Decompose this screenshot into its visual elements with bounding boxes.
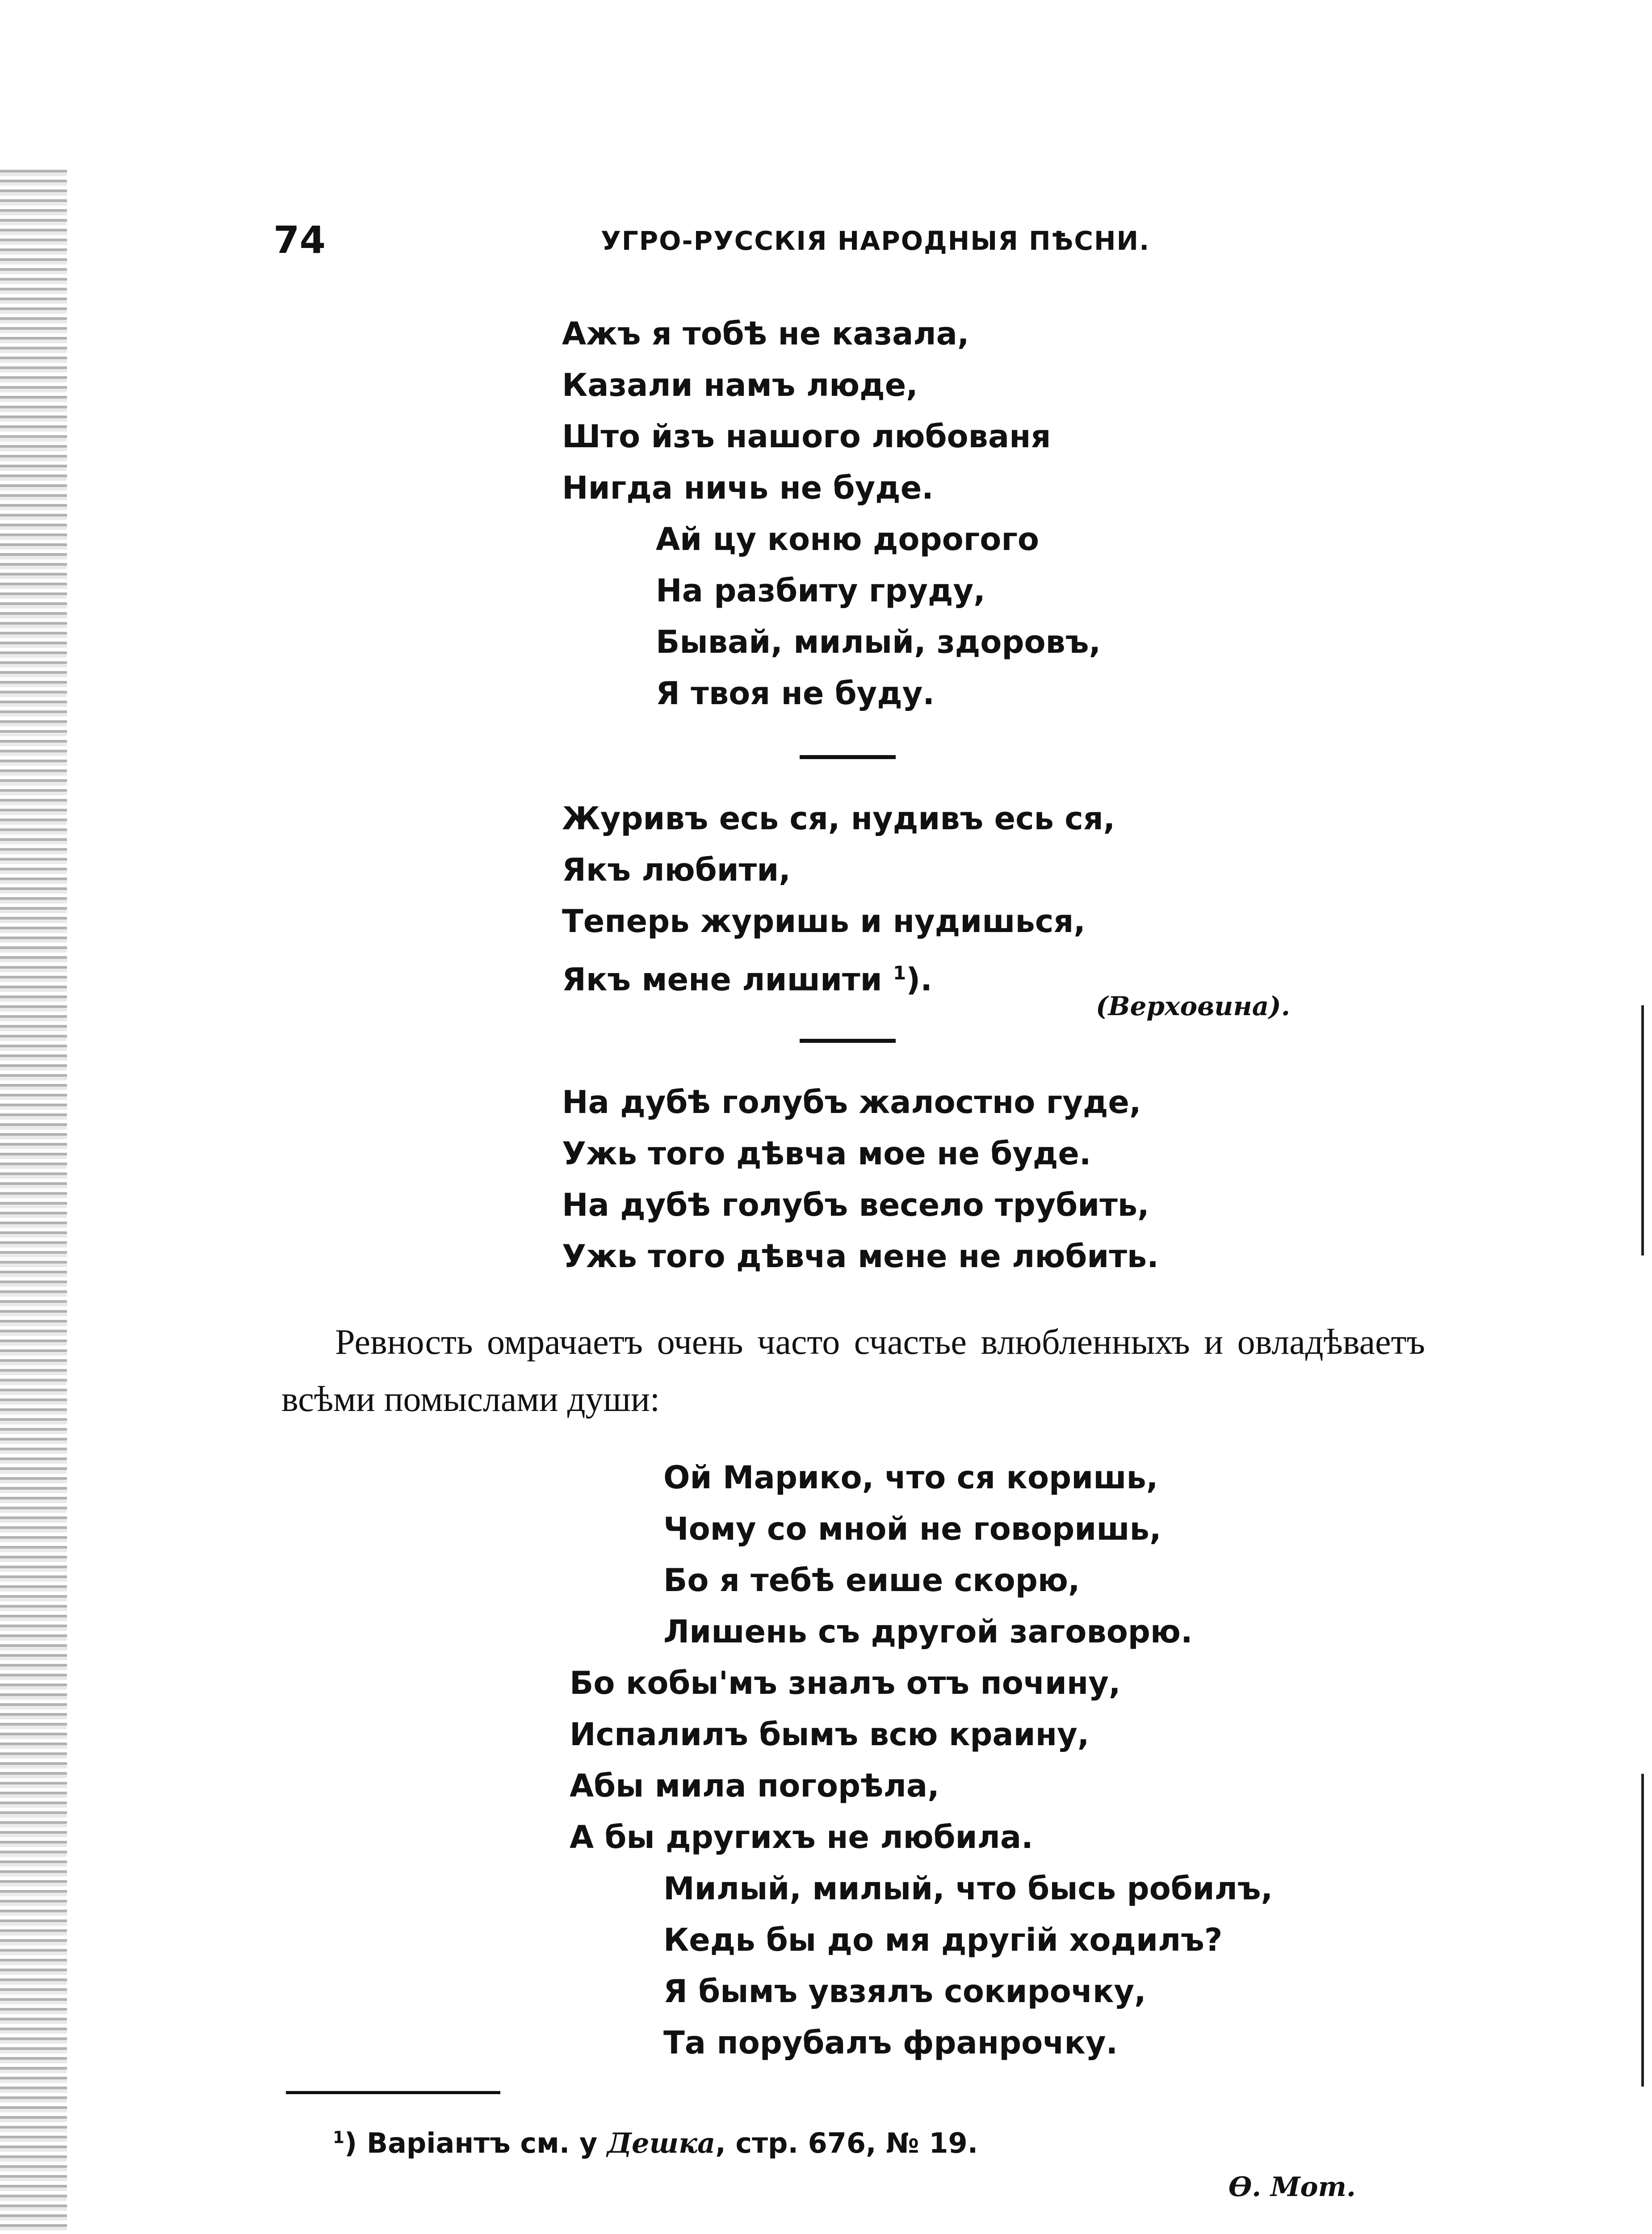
- signature: Ѳ. Мот.: [1229, 2171, 1356, 2203]
- verse-line: [562, 947, 1115, 999]
- verse-line: На разбиту груду,: [656, 572, 985, 609]
- section-divider: [800, 755, 896, 759]
- verse-line: Та порубалъ франрочку.: [663, 2024, 1118, 2061]
- verse-line: Бывай, милый, здоровъ,: [656, 624, 1101, 660]
- footnote-marker-close: ).: [906, 961, 932, 998]
- verse-line: Чому со мной не говоришь,: [663, 1511, 1161, 1547]
- song-4: [570, 1452, 1273, 2069]
- verse-line: Казали намъ люде,: [562, 367, 918, 403]
- verse-line: Што йзъ нашого любованя: [562, 418, 1051, 455]
- footnote-number: 1: [333, 2127, 344, 2147]
- verse-line: Ужь того дѣвча мене не любить.: [562, 1238, 1159, 1275]
- song-attribution: (Верховина).: [1096, 991, 1290, 1021]
- scanned-page-edge: [0, 170, 67, 2234]
- verse-line: Якъ любити,: [562, 852, 791, 888]
- verse-line: Бо кобы'мъ зналъ отъ почину,: [570, 1665, 1121, 1701]
- verse-line: Я твоя не буду.: [656, 675, 935, 712]
- scan-edge-line-lower: [1641, 1774, 1644, 2087]
- verse-line: Теперь журишь и нудишься,: [562, 903, 1086, 940]
- section-divider: [800, 1039, 896, 1043]
- body-paragraph: Ревность омрачаетъ очень часто счастье влюбленныхъ и овладѣваетъ всѣми помыслами души:: [281, 1323, 1425, 1419]
- verse-line: Ажъ я тобѣ не казала,: [562, 315, 969, 352]
- verse-line: Я бымъ увзялъ сокирочку,: [663, 1973, 1146, 2010]
- verse-line: Ужь того дѣвча мое не буде.: [562, 1135, 1091, 1172]
- page-number: 74: [273, 218, 326, 262]
- verse-line: Журивъ есь ся, нудивъ есь ся,: [562, 800, 1115, 837]
- verse-line: Кедь бы до мя другій ходилъ?: [663, 1922, 1223, 1958]
- verse-line: Нигда ничь не буде.: [562, 470, 934, 506]
- footnote-author: Дешка: [607, 2127, 716, 2159]
- verse-line: Абы мила погорѣла,: [570, 1768, 939, 1804]
- song-2: [562, 793, 1115, 999]
- verse-line: Милый, милый, что бысь робилъ,: [663, 1870, 1273, 1907]
- verse-line: На дубѣ голубъ жалостно гуде,: [562, 1084, 1141, 1121]
- footnote-marker: 1: [893, 962, 906, 984]
- verse-text: Якъ мене лишити: [562, 961, 882, 998]
- footnote: [333, 2127, 978, 2159]
- song-1: [562, 308, 1101, 719]
- footnote-text: Варіантъ см. у: [366, 2127, 598, 2159]
- scan-edge-line: [1641, 1005, 1644, 1256]
- verse-line: Лишень съ другой заговорю.: [663, 1613, 1193, 1650]
- verse-line: А бы другихъ не любила.: [570, 1819, 1033, 1856]
- verse-line: Испалилъ бымъ всю краину,: [570, 1716, 1090, 1753]
- verse-line: Ай цу коню дорогого: [656, 521, 1040, 558]
- verse-line: Ой Марико, что ся коришь,: [663, 1459, 1158, 1496]
- verse-line: На дубѣ голубъ весело трубить,: [562, 1187, 1149, 1223]
- footnote-number-close: ): [344, 2127, 357, 2159]
- footnote-reference: , стр. 676, № 19.: [715, 2127, 978, 2159]
- song-3: [562, 1077, 1159, 1282]
- verse-line: Бо я тебѣ еише скорю,: [663, 1562, 1080, 1599]
- running-title: УГРО-РУССКІЯ НАРОДНЫЯ ПѢСНИ.: [601, 226, 1150, 256]
- footnote-separator: [286, 2091, 500, 2094]
